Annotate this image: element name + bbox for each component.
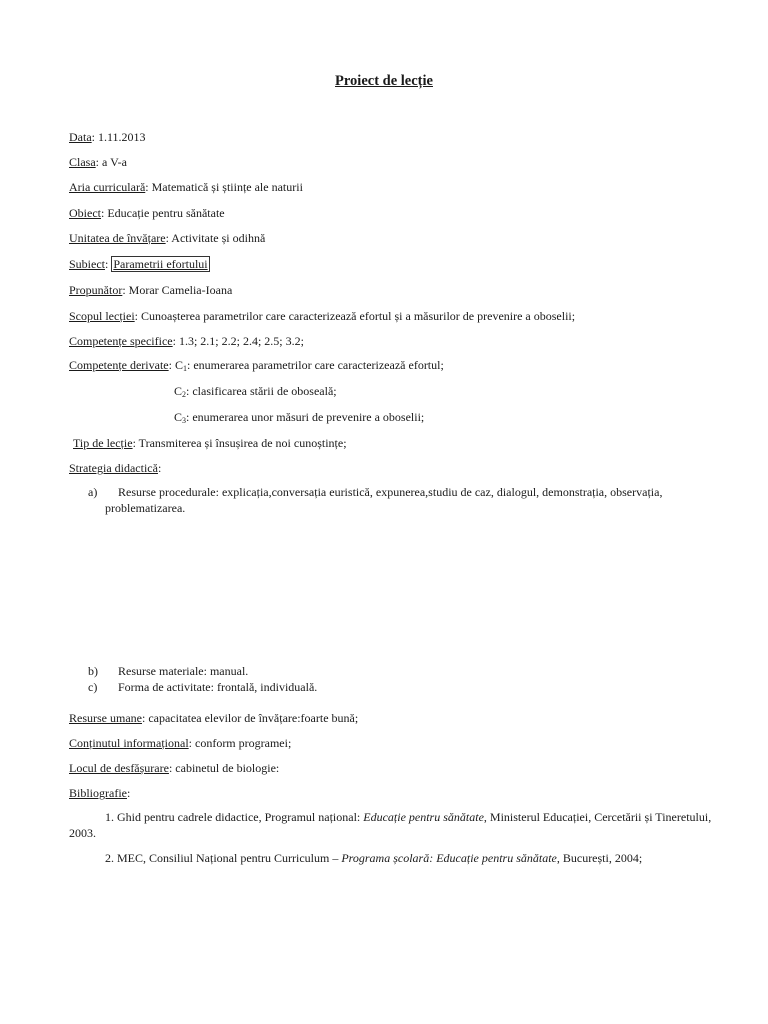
page-title: Proiect de lecție — [335, 73, 433, 89]
field-value: : Transmiterea și însușirea de noi cunoștințe; — [132, 436, 347, 450]
field-value: : conform programei; — [188, 736, 292, 750]
bibliography-item-continuation — [69, 826, 96, 841]
field-label: Aria curriculară — [69, 180, 146, 194]
list-marker: b) — [88, 664, 98, 678]
field-data — [69, 130, 146, 145]
field-obiect — [69, 206, 225, 221]
competence-code: C — [174, 358, 183, 372]
competence-index: 3 — [182, 416, 187, 425]
competence-item — [174, 384, 337, 400]
field-value: : Matematică și științe ale naturii — [145, 180, 303, 194]
field-label: Data — [69, 130, 92, 144]
field-label: Unitatea de învățare — [69, 231, 166, 245]
competence-index: 2 — [182, 390, 187, 399]
field-label: Locul de desfășurare — [69, 761, 169, 775]
strategy-item — [88, 485, 662, 500]
field-value: : a V-a — [95, 155, 128, 169]
bibliography-item — [105, 810, 711, 825]
field-label: Subiect — [69, 257, 105, 271]
field-value: : 1.11.2013 — [91, 130, 146, 144]
field-separator: : — [168, 358, 175, 372]
competence-code: C — [174, 384, 183, 398]
field-value: : 1.3; 2.1; 2.2; 2.4; 2.5; 3.2; — [172, 334, 304, 348]
field-continutul-informational — [69, 736, 291, 751]
field-value: : Morar Camelia-Ioana — [122, 283, 233, 297]
competence-text: : enumerarea unor măsuri de prevenire a oboselii; — [186, 410, 425, 424]
bibliography-text: 1. Ghid pentru cadrele didactice, Programul național: — [105, 810, 364, 824]
field-tip-de-lectie — [73, 436, 347, 451]
field-strategia-didactica — [69, 461, 161, 476]
field-clasa — [69, 155, 127, 170]
field-label: Propunător — [69, 283, 123, 297]
competence-text: : enumerarea parametrilor care caracterizează efortul; — [187, 358, 444, 372]
bibliography-item — [105, 851, 642, 866]
strategy-text: problematizarea. — [105, 501, 186, 515]
field-bibliografie — [69, 786, 130, 801]
list-marker: a) — [88, 485, 98, 499]
field-unitatea-de-invatare — [69, 231, 265, 246]
strategy-item — [88, 664, 248, 679]
bibliography-text: 2. MEC, Consiliul Național pentru Curriculum – — [105, 851, 342, 865]
strategy-text: Forma de activitate: frontală, individuală. — [118, 680, 318, 694]
competence-index: 1 — [183, 364, 187, 373]
bibliography-text: 2003. — [69, 826, 96, 840]
field-label: Conținutul informațional — [69, 736, 189, 750]
competence-text: : clasificarea stării de oboseală; — [186, 384, 337, 398]
field-label: Resurse umane — [69, 711, 142, 725]
field-label: Obiect — [69, 206, 101, 220]
strategy-item-continuation — [105, 501, 185, 516]
field-locul-de-desfasurare — [69, 761, 279, 776]
field-value: : Activitate și odihnă — [165, 231, 266, 245]
competence-item — [174, 410, 424, 426]
field-value: : — [157, 461, 162, 475]
field-label: Strategia didactică — [69, 461, 158, 475]
field-scopul-lectiei — [69, 309, 575, 324]
bibliography-title: Programa școlară: Educație pentru sănătate — [341, 851, 557, 865]
field-separator: : — [105, 257, 112, 271]
field-aria-curriculara — [69, 180, 303, 195]
bibliography-text: , București, 2004; — [556, 851, 643, 865]
bibliography-title: Educație pentru sănătate — [363, 810, 484, 824]
field-competente-specifice — [69, 334, 304, 349]
field-label: Bibliografie — [69, 786, 127, 800]
field-value: : capacitatea elevilor de învățare:foarte bună; — [141, 711, 359, 725]
strategy-item — [88, 680, 317, 695]
competence-code: C — [174, 410, 183, 424]
field-competente-derivate — [69, 358, 444, 374]
list-marker: c) — [88, 680, 98, 694]
field-label: Tip de lecție — [73, 436, 133, 450]
field-value-boxed: Parametrii efortului — [113, 257, 208, 271]
field-value: : — [126, 786, 131, 800]
field-value: : Cunoașterea parametrilor care caracterizează efortul și a măsurilor de prevenire a oboselii; — [134, 309, 576, 323]
field-subiect — [69, 257, 210, 272]
field-label: Clasa — [69, 155, 96, 169]
field-label: Competențe specifice — [69, 334, 173, 348]
bibliography-text: , Ministerul Educației, Cercetării și Tineretului, — [483, 810, 712, 824]
field-label: Scopul lecției — [69, 309, 135, 323]
field-label: Competențe derivate — [69, 358, 169, 372]
field-value: : cabinetul de biologie: — [168, 761, 280, 775]
field-resurse-umane — [69, 711, 358, 726]
strategy-text: Resurse procedurale: explicația,conversația euristică, expunerea,studiu de caz, dialogul, demonstrația, observația, — [118, 485, 663, 499]
strategy-text: Resurse materiale: manual. — [118, 664, 249, 678]
field-propunator — [69, 283, 232, 298]
field-value: : Educație pentru sănătate — [101, 206, 225, 220]
